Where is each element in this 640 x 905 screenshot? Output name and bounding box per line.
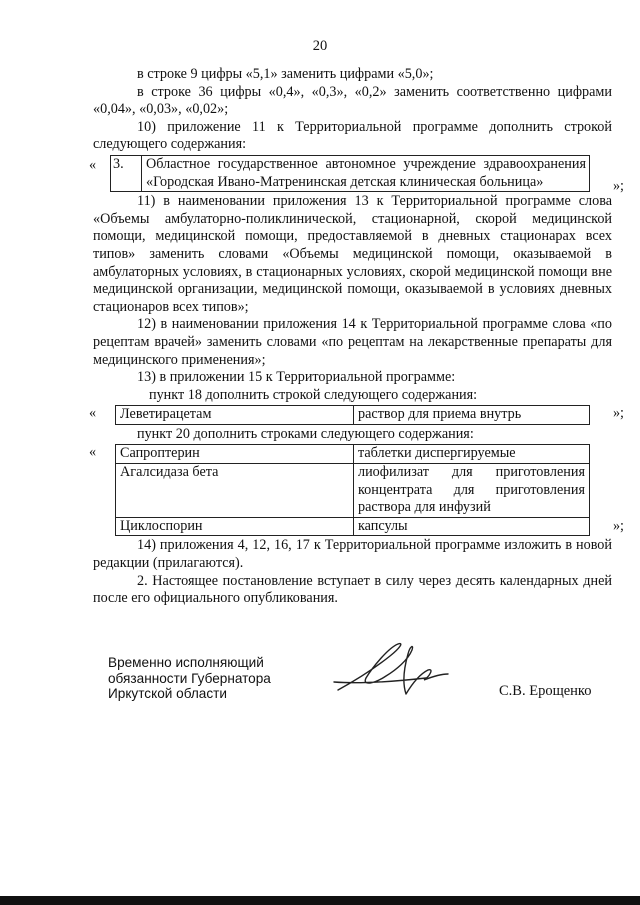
table-row bbox=[116, 406, 590, 425]
handwritten-signature bbox=[330, 638, 450, 700]
signatory-line: Временно исполняющий bbox=[108, 655, 264, 670]
signatory-title bbox=[108, 655, 271, 702]
signatory-line: обязанности Губернатора bbox=[108, 670, 271, 686]
close-quote: »; bbox=[612, 177, 624, 194]
open-quote: « bbox=[89, 405, 97, 422]
signatory-name: С.В. Ерощенко bbox=[499, 683, 592, 699]
paragraph: 13) в приложении 15 к Территориальной программе: bbox=[137, 369, 456, 386]
paragraph: 12) в наименовании приложения 14 к Территориальной программе слова «по рецептам врачей» заменить словами «по рецептам на лекарственные препараты для медицинского применения»; bbox=[93, 316, 612, 368]
signatory-line: Иркутской области bbox=[108, 686, 227, 701]
table-cell-drug: Циклоспорин bbox=[116, 517, 354, 536]
open-quote: « bbox=[89, 156, 97, 173]
paragraph: пункт 20 дополнить строками следующего содержания: bbox=[137, 425, 474, 442]
table-cell-form: капсулы bbox=[354, 517, 590, 536]
table-cell-form: раствор для приема внутрь bbox=[354, 406, 590, 425]
table2-wrapper bbox=[89, 405, 624, 425]
table-cell-drug: Леветирацетам bbox=[116, 406, 354, 425]
table-cell-form: лиофилизат для приготовления концентрата для приготовления раствора для инфузий bbox=[354, 464, 590, 518]
paragraph: 14) приложения 4, 12, 16, 17 к Территориальной программе изложить в новой редакции (прилагаются). bbox=[93, 537, 612, 572]
table-cell-number: 3. bbox=[111, 155, 142, 191]
table-organizations bbox=[110, 155, 590, 192]
table-row bbox=[116, 464, 590, 518]
table-cell-drug: Агалсидаза бета bbox=[116, 464, 354, 518]
table-cell-form: таблетки диспергируемые bbox=[354, 445, 590, 464]
table-drugs-18 bbox=[115, 405, 590, 425]
table-row bbox=[111, 155, 590, 191]
open-quote: « bbox=[89, 444, 97, 461]
paragraph: 2. Настоящее постановление вступает в силу через десять календарных дней после его официального опубликования. bbox=[93, 572, 612, 607]
paragraph: в строке 36 цифры «0,4», «0,3», «0,2» заменить соответственно цифрами «0,04», «0,03», «0,02»; bbox=[93, 83, 612, 118]
paragraph: 11) в наименовании приложения 13 к Территориальной программе слова «Объемы амбулаторно-поликлинической, стационарной, скорой медицинской помощи, медицинской помощи, предоставляемой в дневных стационарах всех типов» заменить словами «Объемы медицинской помощи, оказываемой в амбулаторных условиях, в стационарных условиях, скорой медицинской помощи вне медицинской организации, медицинской помощи, оказываемой в условиях дневных стационаров всех типов»; bbox=[93, 193, 612, 315]
paragraph: пункт 18 дополнить строкой следующего содержания: bbox=[149, 386, 478, 403]
close-quote: »; bbox=[612, 517, 624, 534]
table-row bbox=[116, 445, 590, 464]
table-drugs-20 bbox=[115, 444, 590, 536]
table-cell-drug: Сапроптерин bbox=[116, 445, 354, 464]
page-number: 20 bbox=[312, 38, 328, 54]
paragraph: в строке 9 цифры «5,1» заменить цифрами «5,0»; bbox=[137, 66, 434, 82]
table3-wrapper bbox=[89, 444, 624, 536]
paragraph: 10) приложение 11 к Территориальной программе дополнить строкой следующего содержания: bbox=[93, 118, 612, 153]
table1-wrapper bbox=[89, 155, 624, 194]
document-body bbox=[89, 66, 624, 608]
table-row bbox=[116, 517, 590, 536]
close-quote: »; bbox=[612, 405, 624, 422]
table-cell-organization: Областное государственное автономное учреждение здравоохранения «Городская Ивано-Матренинская детская клиническая больница» bbox=[142, 155, 590, 191]
scan-edge-bar bbox=[0, 896, 640, 905]
